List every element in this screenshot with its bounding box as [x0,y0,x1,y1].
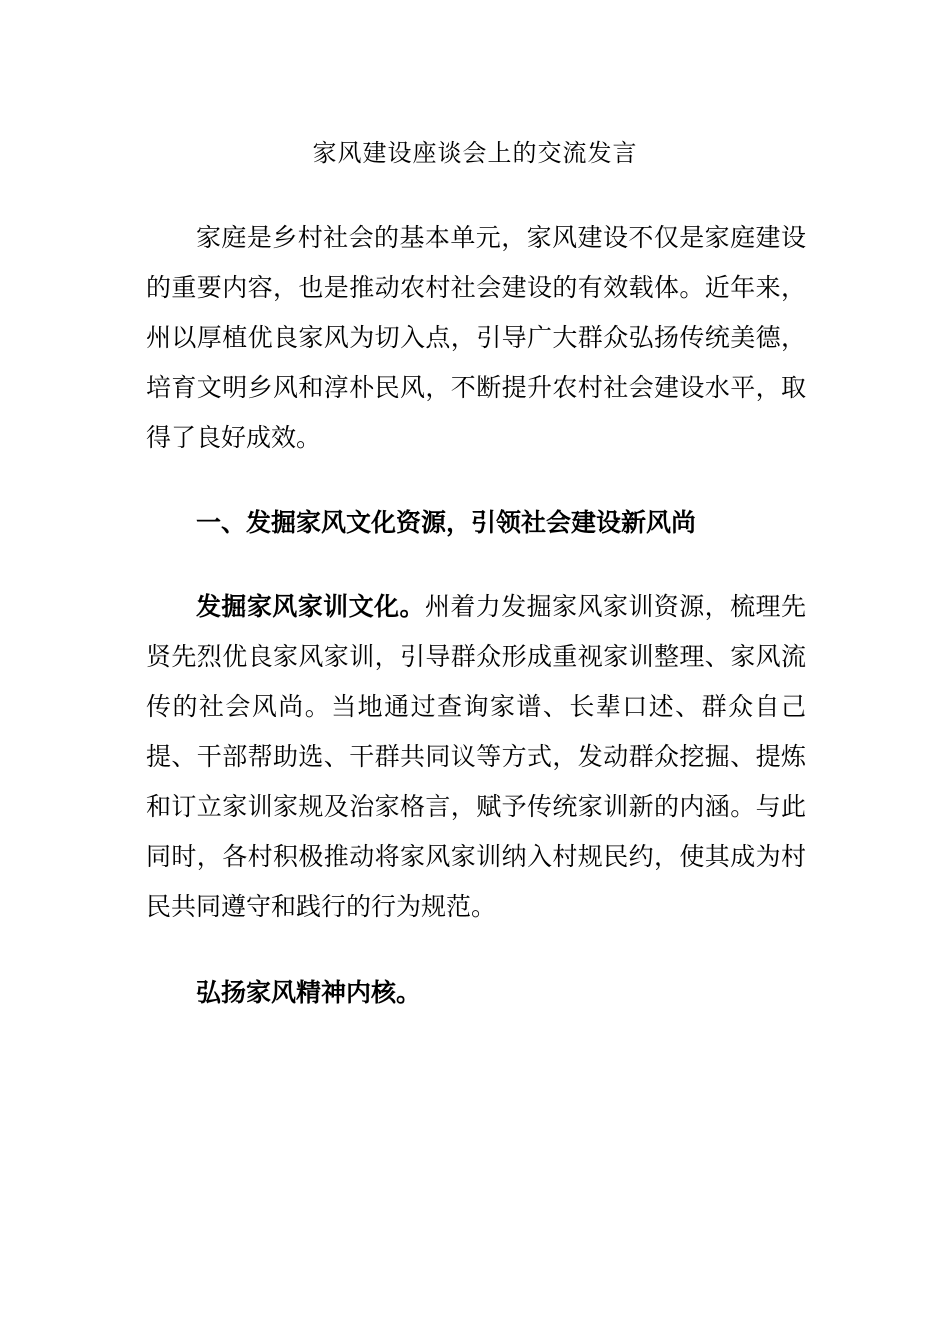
document-title: 家风建设座谈会上的交流发言 [312,139,638,167]
intro-paragraph: 家庭是乡村社会的基本单元，家风建设不仅是家庭建设的重要内容，也是推动农村社会建设的有效载体。近年来，州以厚植优良家风为切入点，引导广大群众弘扬传统美德，培育文明乡风和淳朴民风，不断提升农村社会建设水平，取得了良好成效。 [146,223,806,452]
paragraph-body: 州着力发掘家风家训资源，梳理先贤先烈优良家风家训，引导群众形成重视家训整理、家风流传的社会风尚。当地通过查询家谱、长辈口述、群众自己提、干部帮助选、干群共同议等方式，发动群众挖掘、提炼和订立家训家规及治家格言，赋予传统家训新的内涵。与此同时，各村积极推动将家风家训纳入村规民约，使其成为村民共同遵守和践行的行为规范。 [146,592,806,921]
paragraph-lead: 弘扬家风精神内核。 [196,978,422,1007]
paragraph-lead: 发掘家风家训文化。 [196,592,425,621]
paragraph-family-spirit [146,968,806,1018]
section-heading-1: 一、发掘家风文化资源，引领社会建设新风尚 [196,508,697,537]
paragraph-family-motto-culture [146,582,806,932]
